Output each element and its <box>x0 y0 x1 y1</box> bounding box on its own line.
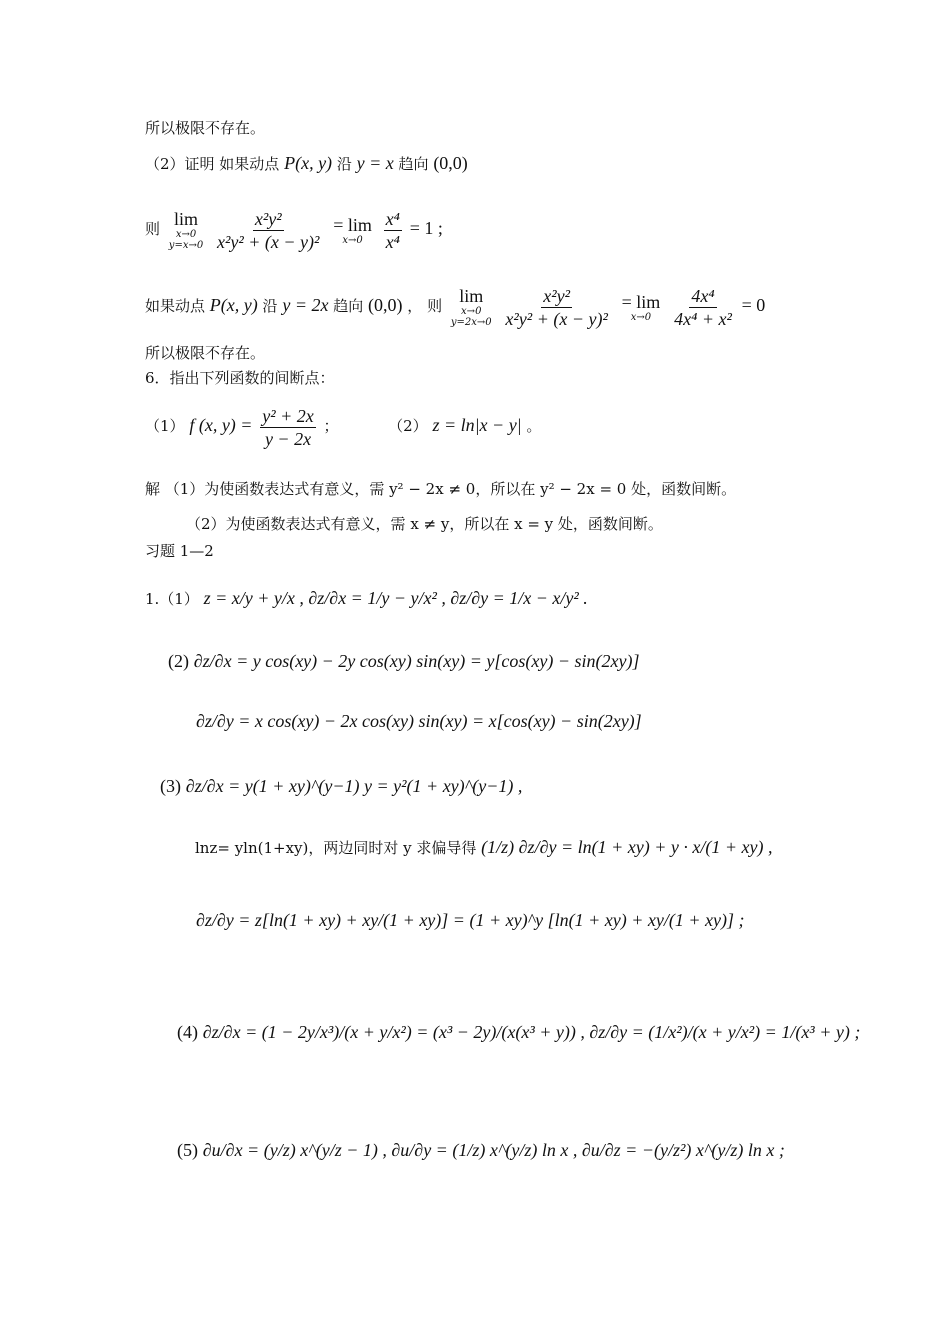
denominator: x²y² + (x − y)² <box>505 308 608 329</box>
fraction <box>384 208 402 253</box>
text-segment: (4) <box>177 1022 198 1042</box>
section-heading: 习题 1—2 <box>145 542 214 560</box>
text-line: 6．指出下列函数的间断点： <box>145 369 335 387</box>
lim-word: lim <box>459 286 484 306</box>
denominator: 4x⁴ + x² <box>674 308 732 329</box>
text-line <box>145 153 468 174</box>
formula-line <box>177 1140 785 1161</box>
formula-line <box>145 275 765 336</box>
numerator: 4x⁴ <box>691 285 715 306</box>
text-segment: 沿 <box>262 297 283 315</box>
text-segment: （2） <box>388 417 428 435</box>
text-segment: （1） <box>145 417 185 435</box>
text-line: 所以极限不存在。 <box>145 344 266 362</box>
lim-word: = lim <box>621 291 661 312</box>
text-segment: (5) <box>177 1140 198 1160</box>
text-segment: 趋向 <box>398 155 434 173</box>
lim-subscript: x→0 <box>461 306 482 317</box>
math-segment: P(x, y) <box>209 295 258 315</box>
lim-word: lim <box>174 209 199 229</box>
fraction <box>672 285 734 330</box>
math-segment: ∂z/∂y = z[ln(1 + xy) + xy/(1 + xy)] = (1 + xy)^y [ln(1 + xy) + xy/(1 + xy)] ; <box>196 910 745 930</box>
text-line: 所以极限不存在。 <box>145 119 266 137</box>
math-segment: = 1 ; <box>409 218 443 238</box>
text-segment: lnz= yln(1+xy)，两边同时对 y 求偏导得 <box>195 839 477 857</box>
text-segment: (2) <box>168 651 189 671</box>
text-segment: 如果动点 <box>145 297 206 315</box>
math-segment: y = x <box>356 153 394 173</box>
formula-line <box>177 1022 860 1043</box>
denominator: y − 2x <box>264 428 312 449</box>
math-segment: ∂z/∂y = x cos(xy) − 2x cos(xy) sin(xy) = x[cos(xy) − sin(2xy)] <box>196 711 642 731</box>
fraction <box>503 285 609 330</box>
formula-line <box>145 400 541 451</box>
lim-subscript: x→0 <box>342 234 363 246</box>
text-line: （2）为使函数表达式有意义，需 x ≠ y，所以在 x = y 处，函数间断。 <box>186 515 663 533</box>
formula-line <box>160 776 522 797</box>
math-segment: P(x, y) <box>284 153 333 173</box>
lim-word: = lim <box>333 214 372 235</box>
denominator: x²y² + (x − y)² <box>217 231 320 252</box>
math-segment: ∂z/∂x = y cos(xy) − 2y cos(xy) sin(xy) = y[cos(xy) − sin(2xy)] <box>193 651 640 671</box>
limit-operator <box>451 286 492 328</box>
formula-line <box>168 651 639 672</box>
math-segment: (0,0) <box>433 153 468 173</box>
denominator: x⁴ <box>385 231 400 252</box>
limit-operator <box>622 292 661 323</box>
text-line: 解 （1）为使函数表达式有意义，需 y² − 2x ≠ 0，所以在 y² − 2x = 0 处，函数间断。 <box>145 480 737 498</box>
math-segment: ∂u/∂x = (y/z) x^(y/z − 1) , ∂u/∂y = (1/z) x^(y/z) ln x , ∂u/∂z = −(y/z²) x^(y/z) ln x ; <box>202 1140 785 1160</box>
numerator: x⁴ <box>385 208 400 229</box>
lim-subscript: y=2x→0 <box>450 317 492 328</box>
math-segment: y = 2x <box>282 295 329 315</box>
lim-subscript: y=x→0 <box>168 240 204 251</box>
formula-line <box>145 198 443 259</box>
limit-operator <box>169 209 203 251</box>
fraction <box>260 405 316 450</box>
math-segment: z = x/y + y/x , ∂z/∂x = 1/y − y/x² , ∂z/∂y = 1/x − x/y² . <box>203 588 588 608</box>
math-segment: (0,0) <box>368 295 403 315</box>
math-segment: (1/z) ∂z/∂y = ln(1 + xy) + y · x/(1 + xy) , <box>481 837 773 857</box>
text-segment: 。 <box>526 417 542 435</box>
limit-operator <box>333 215 372 246</box>
numerator: y² + 2x <box>262 405 314 426</box>
math-segment: ∂z/∂x = y(1 + xy)^(y−1) y = y²(1 + xy)^(y−1) , <box>185 776 523 796</box>
text-segment: 沿 <box>336 155 357 173</box>
numerator: x²y² <box>254 208 282 229</box>
lim-subscript: x→0 <box>175 229 197 240</box>
formula-line <box>196 910 745 931</box>
text-segment: (3) <box>160 776 181 796</box>
formula-line <box>195 837 772 858</box>
text-segment: ； <box>323 417 339 435</box>
formula-line <box>196 711 642 732</box>
lim-subscript: x→0 <box>630 311 652 323</box>
text-segment: 1.（1） <box>145 590 199 608</box>
math-segment: f (x, y) = <box>189 415 253 435</box>
formula-line <box>145 588 588 609</box>
text-segment: 趋向 <box>333 297 369 315</box>
math-segment: = 0 <box>741 295 766 315</box>
text-segment: 则 <box>145 220 161 238</box>
numerator: x²y² <box>543 285 571 306</box>
math-segment: ∂z/∂x = (1 − 2y/x³)/(x + y/x²) = (x³ − 2y)/(x(x³ + y)) , ∂z/∂y = (1/x²)/(x + y/x²) = 1/(x³ + y) ; <box>202 1022 861 1042</box>
fraction <box>215 208 321 253</box>
text-segment: ， 则 <box>407 297 443 315</box>
text-segment: （2）证明 如果动点 <box>145 155 280 173</box>
math-segment: z = ln|x − y| <box>432 415 522 435</box>
